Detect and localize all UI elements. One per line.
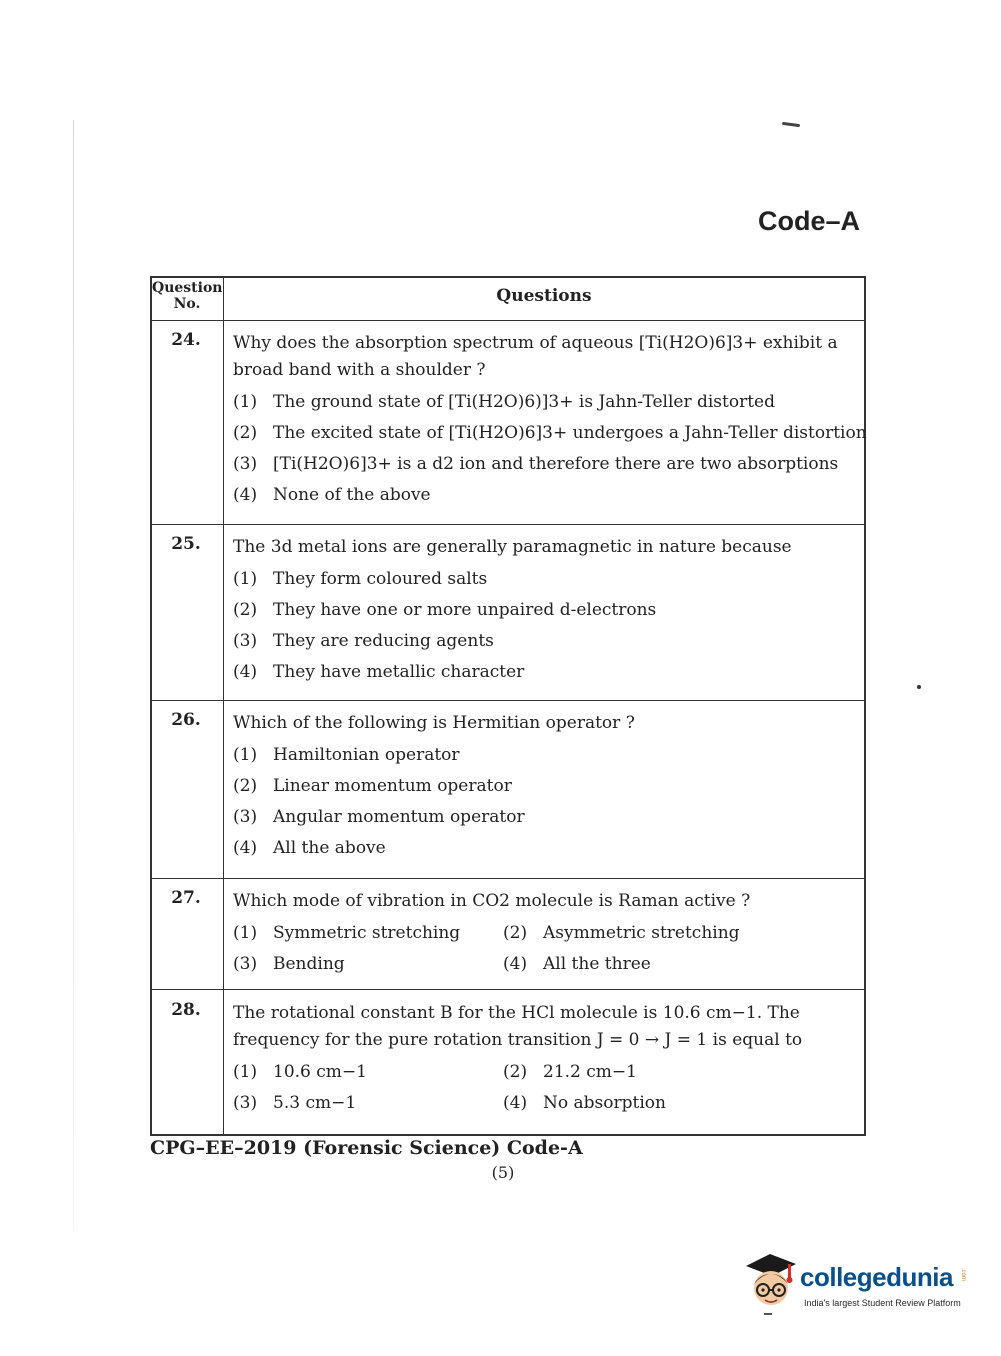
question-text: Which of the following is Hermitian operator ? xyxy=(233,713,635,733)
option: (3) 5.3 cm−1 xyxy=(233,1093,357,1113)
mascot-icon xyxy=(742,1248,802,1314)
row-divider xyxy=(152,524,864,525)
code-label: Code–A xyxy=(757,206,860,236)
question-text: The rotational constant B for the HCl molecule is 10.6 cm−1. The frequency for the pure rotation transition J = 0 → J = 1 is equal to xyxy=(233,1003,803,1050)
question-body xyxy=(233,710,860,864)
question-text: Why does the absorption spectrum of aqueous [Ti(H2O)6]3+ exhibit a broad band with a shoulder ? xyxy=(233,333,838,380)
option: (2) Asymmetric stretching xyxy=(503,923,740,943)
option-grid xyxy=(233,1057,860,1119)
option: (2) They have one or more unpaired d-electrons xyxy=(233,600,657,620)
row-divider xyxy=(152,320,864,321)
logo-domain: .com xyxy=(960,1268,966,1282)
option: (1) Symmetric stretching xyxy=(233,923,461,943)
question-body xyxy=(233,330,867,511)
option: (2) Linear momentum operator xyxy=(233,776,512,796)
question-number: 26. xyxy=(171,710,201,730)
option: (1) The ground state of [Ti(H2O)6)]3+ is Jahn-Teller distorted xyxy=(233,392,775,412)
question-number: 25. xyxy=(171,534,201,554)
question-body xyxy=(233,888,860,980)
option: (4) All the three xyxy=(503,954,651,974)
option: (4) All the above xyxy=(233,838,386,858)
page-number: (5) xyxy=(491,1163,515,1182)
row-divider xyxy=(152,700,864,701)
question-table xyxy=(150,276,866,1136)
question-number: 24. xyxy=(171,330,201,350)
option: (3) [Ti(H2O)6]3+ is a d2 ion and therefore there are two absorptions xyxy=(233,454,839,474)
collegedunia-logo[interactable] xyxy=(742,1248,972,1318)
option-grid xyxy=(233,918,860,980)
option: (1) Hamiltonian operator xyxy=(233,745,460,765)
option: (1) 10.6 cm−1 xyxy=(233,1062,367,1082)
option: (4) They have metallic character xyxy=(233,662,525,682)
row-divider xyxy=(152,878,864,879)
logo-tagline: India's largest Student Review Platform xyxy=(804,1298,961,1308)
option: (4) None of the above xyxy=(233,485,431,505)
footer-exam-code: CPG–EE–2019 (Forensic Science) Code-A xyxy=(150,1137,583,1159)
question-body xyxy=(233,534,860,688)
question-body xyxy=(233,1000,860,1119)
question-number: 28. xyxy=(171,1000,201,1020)
header-questions: Questions xyxy=(496,286,592,306)
option: (3) Angular momentum operator xyxy=(233,807,525,827)
logo-wordmark: collegedunia xyxy=(800,1262,953,1292)
option: (2) 21.2 cm−1 xyxy=(503,1062,637,1082)
scan-edge-line xyxy=(73,120,74,1230)
row-divider xyxy=(152,989,864,990)
option: (4) No absorption xyxy=(503,1093,666,1113)
question-text: Which mode of vibration in CO2 molecule is Raman active ? xyxy=(233,891,751,911)
option: (2) The excited state of [Ti(H2O)6]3+ undergoes a Jahn-Teller distortion xyxy=(233,423,867,443)
question-text: The 3d metal ions are generally paramagnetic in nature because xyxy=(233,537,792,557)
scan-dot xyxy=(917,685,921,689)
column-divider xyxy=(223,278,224,1134)
scan-mark xyxy=(782,122,800,127)
scan-dash xyxy=(764,1313,772,1315)
option: (1) They form coloured salts xyxy=(233,569,488,589)
header-question-no: Question No. xyxy=(152,280,223,312)
question-number: 27. xyxy=(171,888,201,908)
option: (3) They are reducing agents xyxy=(233,631,494,651)
option: (3) Bending xyxy=(233,954,345,974)
